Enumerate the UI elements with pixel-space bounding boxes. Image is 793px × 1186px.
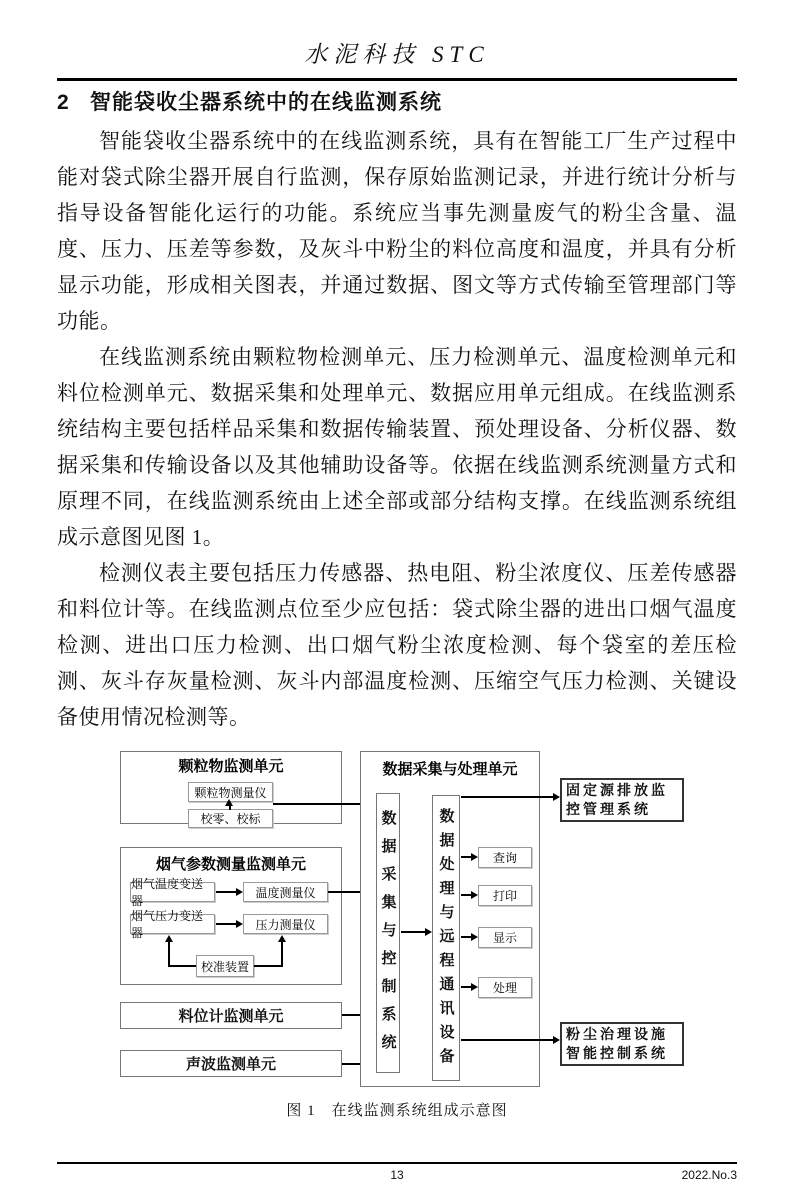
paragraph: 在线监测系统由颗粒物检测单元、压力检测单元、温度检测单元和料位检测单元、数据采集和处理单元、数据应用单元组成。在线监测系统结构主要包括样品采集和数据传输装置、预处理设备、分析仪器、数据采集和传输设备以及其他辅助设备等。依据在线监测系统测量方式和原理不同，在线监测系统由上述全部或部分结构支撑。在线监测系统组成示意图见图 1。 <box>57 345 737 549</box>
connector <box>229 806 231 810</box>
data-processing-unit-title: 数据采集与处理单元 <box>382 761 518 778</box>
dust-control-line2: 智能控制系统 <box>566 1045 668 1061</box>
connector <box>254 965 283 967</box>
emission-supervision-line2: 控管理系统 <box>566 801 651 817</box>
display-function-box: 显示 <box>478 927 532 948</box>
acoustic-unit-box: 声波监测单元 <box>120 1050 342 1077</box>
level-unit-box: 料位计监测单元 <box>120 1002 342 1029</box>
pressure-meter-box: 压力测量仪 <box>243 914 328 934</box>
zero-span-calibration-box: 校零、校标 <box>188 809 273 828</box>
arrowhead <box>236 888 243 896</box>
emission-supervision-line1: 固定源排放监 <box>566 782 668 798</box>
connector <box>461 1039 554 1041</box>
issue-number: 2022.No.3 <box>681 1168 737 1182</box>
arrowhead <box>165 935 173 942</box>
processing-communication-device-box: 数据处理与远程通讯设备 <box>432 795 460 1081</box>
dust-control-line1: 粉尘治理设施 <box>566 1026 668 1042</box>
connector <box>168 965 196 967</box>
flue-gas-unit-title: 烟气参数测量监测单元 <box>155 856 306 873</box>
paragraph: 检测仪表主要包括压力传感器、热电阻、粉尘浓度仪、压差传感器和料位计等。在线监测点位至少应包括：袋式除尘器的进出口烟气温度检测、进出口压力检测、出口烟气粉尘浓度检测、每个袋室的差压检测、灰斗存灰量检测、灰斗内部温度检测、压缩空气压力检测、关键设备使用情况检测等。 <box>57 561 737 729</box>
paragraph: 智能袋收尘器系统中的在线监测系统，具有在智能工厂生产过程中能对袋式除尘器开展自行监测，保存原始监测记录，并进行统计分析与指导设备智能化运行的功能。系统应当事先测量废气的粉尘含量、温度、压力、压差等参数，及灰斗中粉尘的料位高度和温度，并具有分析显示功能，形成相关图表，并通过数据、图文等方式传输至管理部门等功能。 <box>57 129 737 333</box>
process-function-box: 处理 <box>478 977 532 998</box>
query-function-box: 查询 <box>478 847 532 868</box>
emission-supervision-system-box <box>560 778 684 822</box>
arrowhead <box>471 891 478 899</box>
arrowhead <box>471 933 478 941</box>
arrowhead <box>471 983 478 991</box>
connector <box>168 942 170 966</box>
arrowhead <box>425 928 432 936</box>
journal-title: 水泥科技 STC <box>304 42 490 67</box>
page-number: 13 <box>390 1168 404 1182</box>
arrowhead <box>553 793 560 801</box>
print-function-box: 打印 <box>478 885 532 906</box>
section-title: 智能袋收尘器系统中的在线监测系统 <box>90 91 442 114</box>
page-footer <box>57 1162 737 1186</box>
arrowhead <box>471 853 478 861</box>
pressure-transmitter-box: 烟气压力变送器 <box>130 914 215 934</box>
figure-diagram <box>120 751 686 1089</box>
arrowhead <box>225 799 233 806</box>
connector <box>461 796 554 798</box>
temp-transmitter-box: 烟气温度变送器 <box>130 882 215 902</box>
arrowhead <box>553 1036 560 1044</box>
section-number: 2 <box>57 91 69 114</box>
arrowhead <box>278 935 286 942</box>
section-heading <box>57 86 737 116</box>
connector <box>273 803 369 805</box>
connector <box>281 942 283 966</box>
connector <box>216 891 236 893</box>
dust-control-system-box <box>560 1022 684 1066</box>
arrowhead <box>236 920 243 928</box>
acquisition-control-system-box: 数据采集与控制系统 <box>376 793 400 1073</box>
connector <box>216 923 236 925</box>
document-page <box>0 36 793 1186</box>
particulate-unit-title: 颗粒物监测单元 <box>178 758 284 775</box>
header-rule <box>57 78 737 81</box>
body-text <box>57 123 737 735</box>
calibration-device-box: 校准装置 <box>196 955 254 977</box>
connector <box>401 931 426 933</box>
particulate-meter-box: 颗粒物测量仪 <box>188 782 273 802</box>
figure-caption: 图 1 在线监测系统组成示意图 <box>286 1103 508 1119</box>
temp-meter-box: 温度测量仪 <box>243 882 328 902</box>
